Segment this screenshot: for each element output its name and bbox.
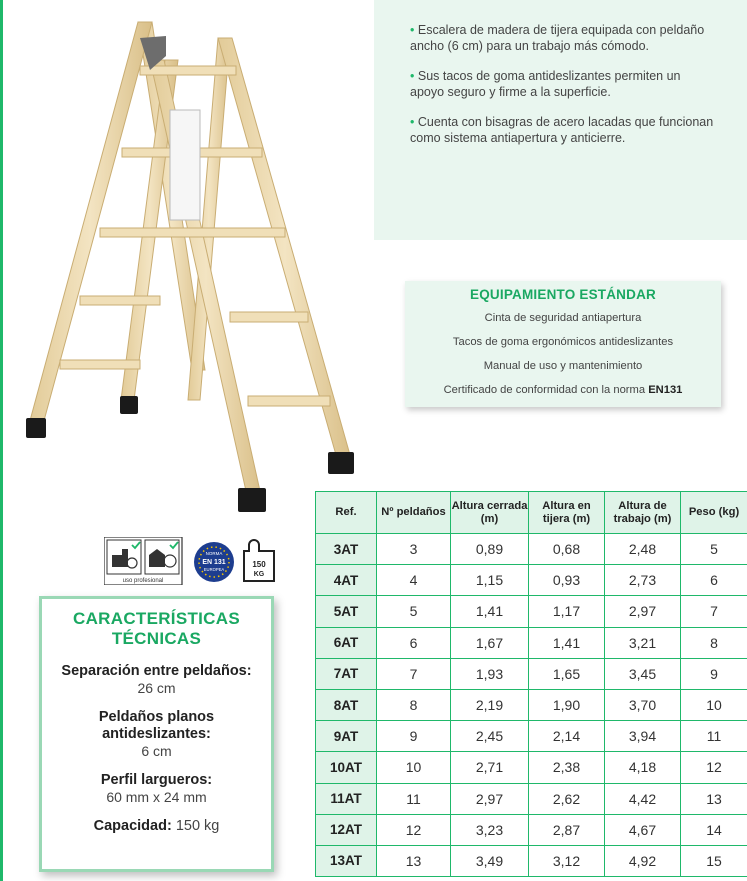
spec-step-spacing: Separación entre peldaños: 26 cm	[61, 663, 252, 696]
weight-unit-label: KG	[253, 571, 265, 578]
spec-capacity: Capacidad: 150 kg	[93, 818, 220, 834]
norm-top-label: NORMA	[205, 551, 223, 556]
certification-badges	[104, 537, 284, 585]
table-row	[316, 534, 747, 565]
table-row	[316, 658, 747, 689]
professional-use-label: uso profesional	[122, 578, 164, 584]
ref-cell: 11AT	[316, 783, 377, 814]
table-cell: 9	[377, 721, 451, 752]
table-cell: 1,90	[529, 689, 605, 720]
table-row	[316, 845, 747, 876]
table-cell: 0,68	[529, 534, 605, 565]
table-cell: 3,21	[605, 627, 681, 658]
weight-150kg-icon	[244, 540, 274, 581]
ref-cell: 7AT	[316, 658, 377, 689]
ref-cell: 13AT	[316, 845, 377, 876]
table-cell: 13	[377, 845, 451, 876]
table-cell: 4,67	[605, 814, 681, 845]
column-header: Altura en tijera (m)	[529, 492, 605, 534]
table-cell: 2,19	[451, 689, 529, 720]
table-cell: 2,38	[529, 752, 605, 783]
table-row	[316, 689, 747, 720]
table-row	[316, 627, 747, 658]
table-cell: 11	[377, 783, 451, 814]
bullet-icon: •	[410, 69, 418, 83]
table-cell: 2,45	[451, 721, 529, 752]
table-cell: 2,71	[451, 752, 529, 783]
spec-rail-profile: Perfil largueros: 60 mm x 24 mm	[100, 772, 213, 805]
bullet-icon: •	[410, 23, 418, 37]
equipment-title: EQUIPAMIENTO ESTÁNDAR	[470, 287, 656, 302]
table-cell: 3,94	[605, 721, 681, 752]
table-cell: 2,62	[529, 783, 605, 814]
table-row	[316, 596, 747, 627]
column-header: Peso (kg)	[681, 492, 747, 534]
ref-cell: 6AT	[316, 627, 377, 658]
ref-cell: 12AT	[316, 814, 377, 845]
feature-item: • Cuenta con bisagras de acero lacadas que funcionan como sistema antiapertura y anticierre.	[410, 115, 714, 145]
standard-equipment-box	[405, 281, 721, 407]
table-cell: 4,92	[605, 845, 681, 876]
ref-cell: 8AT	[316, 689, 377, 720]
table-cell: 13	[681, 783, 747, 814]
table-cell: 8	[681, 627, 747, 658]
table-cell: 3,70	[605, 689, 681, 720]
table-cell: 2,97	[605, 596, 681, 627]
table-cell: 1,41	[451, 596, 529, 627]
bullet-icon: •	[410, 115, 418, 129]
table-row	[316, 783, 747, 814]
table-cell: 5	[681, 534, 747, 565]
ref-cell: 10AT	[316, 752, 377, 783]
table-cell: 3,45	[605, 658, 681, 689]
ref-cell: 3AT	[316, 534, 377, 565]
table-cell: 11	[681, 721, 747, 752]
models-table	[315, 491, 747, 877]
en131-norm-badge	[194, 542, 234, 582]
table-cell: 7	[377, 658, 451, 689]
table-cell: 6	[377, 627, 451, 658]
table-cell: 0,93	[529, 565, 605, 596]
table-cell: 6	[681, 565, 747, 596]
table-cell: 4,42	[605, 783, 681, 814]
table-cell: 12	[377, 814, 451, 845]
table-cell: 2,73	[605, 565, 681, 596]
technical-specs-box	[39, 596, 274, 872]
table-cell: 3,12	[529, 845, 605, 876]
table-body	[316, 534, 747, 877]
table-cell: 14	[681, 814, 747, 845]
table-cell: 1,15	[451, 565, 529, 596]
table-cell: 8	[377, 689, 451, 720]
table-cell: 5	[377, 596, 451, 627]
equipment-item-certificate: Certificado de conformidad con la norma EN131	[443, 384, 683, 396]
feature-item: • Sus tacos de goma antideslizantes permiten un apoyo seguro y firme a la superficie.	[410, 69, 681, 99]
table-cell: 2,48	[605, 534, 681, 565]
table-cell: 2,97	[451, 783, 529, 814]
table-cell: 1,65	[529, 658, 605, 689]
column-header: Altura cerrada (m)	[451, 492, 529, 534]
equipment-item: Cinta de seguridad antiapertura	[484, 312, 642, 324]
table-row	[316, 565, 747, 596]
equipment-item: Tacos de goma ergonómicos antideslizantes	[452, 336, 674, 348]
table-cell: 1,17	[529, 596, 605, 627]
table-cell: 1,93	[451, 658, 529, 689]
specs-title: CARACTERÍSTICAS TÉCNICAS	[73, 609, 240, 648]
table-cell: 9	[681, 658, 747, 689]
ref-cell: 9AT	[316, 721, 377, 752]
column-header: Nº peldaños	[377, 492, 451, 534]
table-cell: 1,41	[529, 627, 605, 658]
table-cell: 10	[377, 752, 451, 783]
table-row	[316, 752, 747, 783]
table-cell: 2,14	[529, 721, 605, 752]
table-cell: 2,87	[529, 814, 605, 845]
table-cell: 12	[681, 752, 747, 783]
norm-main-label: EN 131	[202, 559, 226, 566]
table-cell: 0,89	[451, 534, 529, 565]
feature-item: • Escalera de madera de tijera equipada con peldaño ancho (6 cm) para un trabajo más cómodo.	[410, 23, 705, 53]
ref-cell: 5AT	[316, 596, 377, 627]
table-cell: 7	[681, 596, 747, 627]
table-cell: 4,18	[605, 752, 681, 783]
norm-bottom-label: EUROPEA	[203, 567, 225, 572]
table-row	[316, 721, 747, 752]
features-panel	[374, 0, 747, 240]
weight-value-label: 150	[252, 560, 266, 569]
table-cell: 10	[681, 689, 747, 720]
table-cell: 3,49	[451, 845, 529, 876]
column-header: Altura de trabajo (m)	[605, 492, 681, 534]
column-header: Ref.	[316, 492, 377, 534]
table-cell: 15	[681, 845, 747, 876]
table-header-row	[316, 492, 747, 534]
table-cell: 1,67	[451, 627, 529, 658]
ref-cell: 4AT	[316, 565, 377, 596]
table-cell: 4	[377, 565, 451, 596]
spec-flat-steps: Peldaños planos antideslizantes: 6 cm	[98, 709, 215, 759]
table-cell: 3	[377, 534, 451, 565]
ladder-image	[0, 0, 380, 520]
table-cell: 3,23	[451, 814, 529, 845]
professional-use-icon	[104, 537, 182, 585]
table-row	[316, 814, 747, 845]
equipment-item: Manual de uso y mantenimiento	[483, 360, 643, 372]
